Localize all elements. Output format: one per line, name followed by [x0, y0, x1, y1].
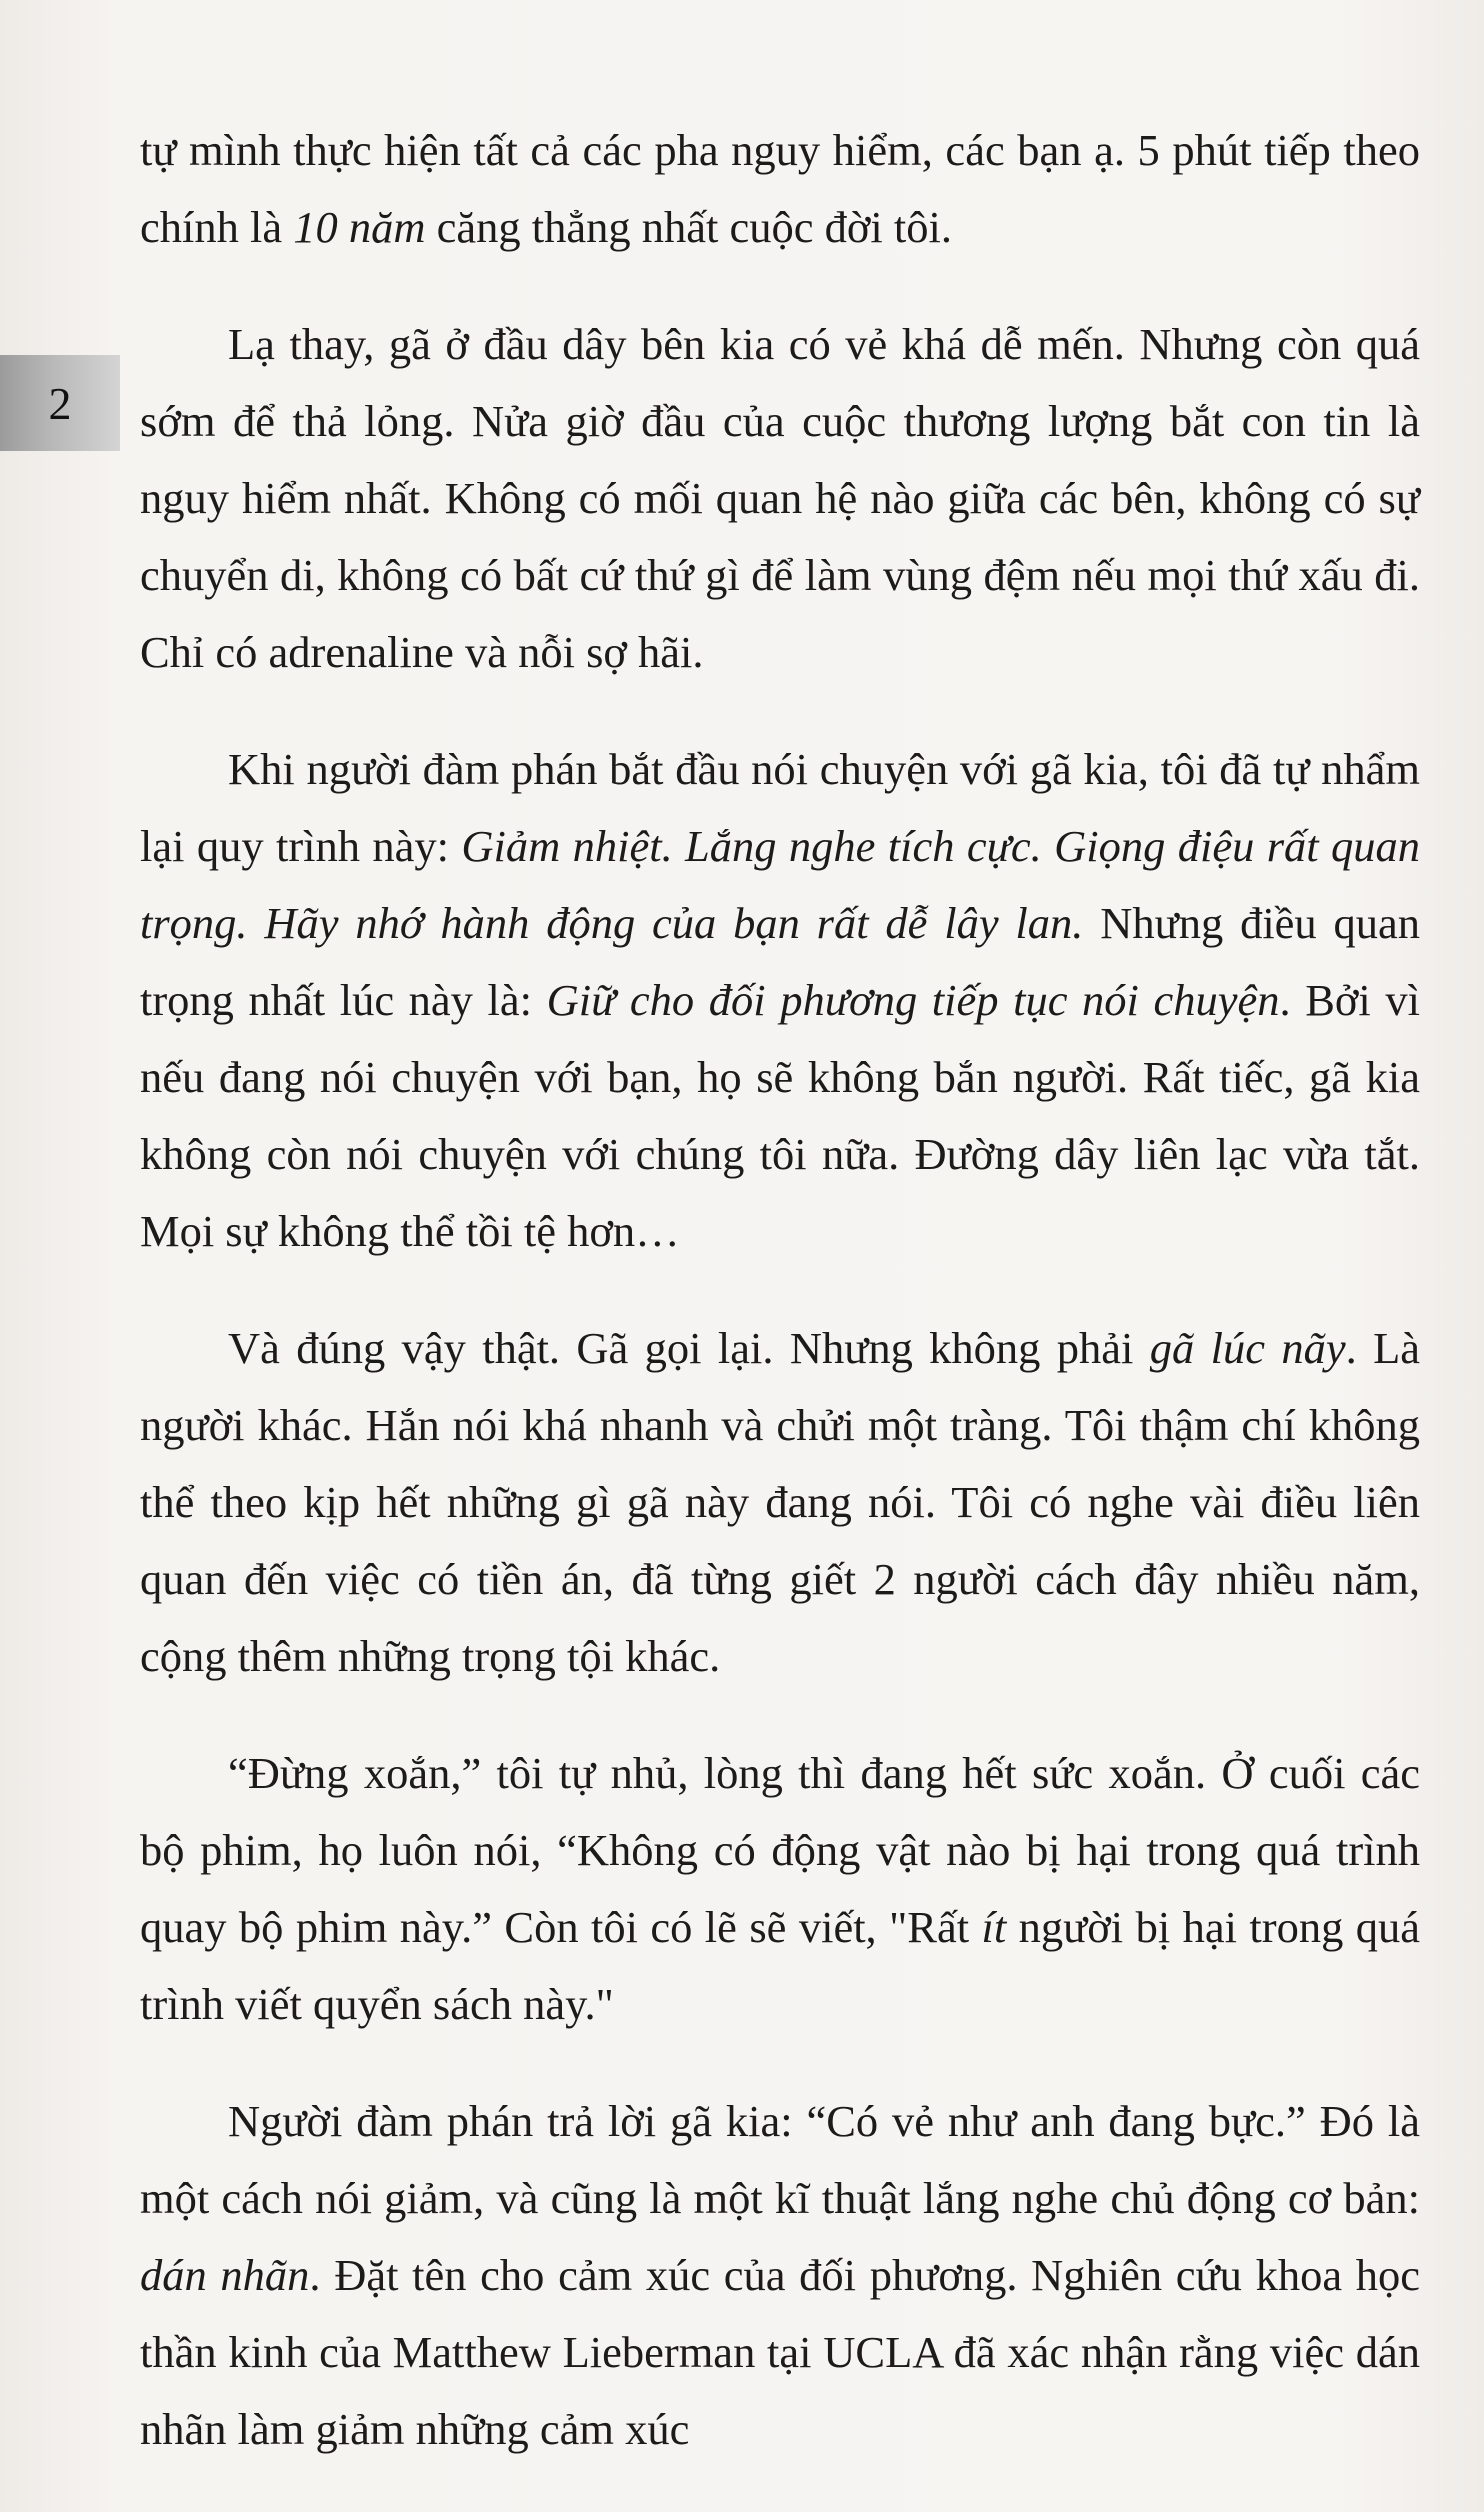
text-run: Khi người đàm phán bắt đầu nói chuyện với gã kia, tôi đã tự nhẩm lại quy trình này: — [140, 744, 1420, 871]
text-run: Và đúng vậy thật. Gã gọi lại. Nhưng không phải — [228, 1323, 1150, 1373]
text-run: người bị hại trong quá trình viết quyển sách này." — [140, 1902, 1420, 2029]
paragraph — [140, 731, 1420, 1270]
text-run: “Đừng xoắn,” tôi tự nhủ, lòng thì đang hết sức xoắn. Ở cuối các bộ phim, họ luôn nói, “Không có động vật nào bị hại trong quá trình quay bộ phim này.” Còn tôi có lẽ sẽ viết, "Rất — [140, 1748, 1420, 1952]
paragraph — [140, 1735, 1420, 2043]
body-text — [140, 112, 1420, 2468]
text-run: Người đàm phán trả lời gã kia: “Có vẻ như anh đang bực.” Đó là một cách nói giảm, và cũng là một kĩ thuật lắng nghe chủ động cơ bản: — [140, 2096, 1420, 2223]
paragraph — [140, 2083, 1420, 2468]
text-run: . Bởi vì nếu đang nói chuyện với bạn, họ sẽ không bắn người. Rất tiếc, gã kia không còn nói chuyện với chúng tôi nữa. Đường dây liên lạc vừa tắt. Mọi sự không thể tồi tệ hơn… — [140, 975, 1420, 1256]
italic-text: Giảm nhiệt. Lắng nghe tích cực. Giọng điệu rất quan trọng. Hãy nhớ hành động của bạn rất dễ lây lan. — [140, 821, 1421, 948]
text-run: căng thẳng nhất cuộc đời tôi. — [425, 202, 952, 252]
paragraph — [140, 1310, 1420, 1695]
text-run: tự mình thực hiện tất cả các pha nguy hiểm, các bạn ạ. 5 phút tiếp theo chính là — [140, 125, 1420, 252]
italic-text: ít — [981, 1902, 1007, 1952]
italic-text: Giữ cho đối phương tiếp tục nói chuyện — [546, 975, 1280, 1025]
italic-text: 10 năm — [293, 202, 426, 252]
chapter-tab — [0, 355, 120, 451]
text-run: Nhưng điều quan trọng nhất lúc này là: — [140, 898, 1420, 1025]
text-run: Lạ thay, gã ở đầu dây bên kia có vẻ khá dễ mến. Nhưng còn quá sớm để thả lỏng. Nửa giờ đầu của cuộc thương lượng bắt con tin là nguy hiểm nhất. Không có mối quan hệ nào giữa các bên, không có sự chuyển di, không có bất cứ thứ gì để làm vùng đệm nếu mọi thứ xấu đi. Chỉ có adrenaline và nỗi sợ hãi. — [140, 319, 1420, 677]
text-run: . Là người khác. Hắn nói khá nhanh và chửi một tràng. Tôi thậm chí không thể theo kịp hết những gì gã này đang nói. Tôi có nghe vài điều liên quan đến việc có tiền án, đã từng giết 2 người cách đây nhiều năm, cộng thêm những trọng tội khác. — [140, 1323, 1421, 1681]
italic-text: dán nhãn — [140, 2250, 310, 2300]
paragraph — [140, 306, 1420, 691]
chapter-tab-number: 2 — [48, 377, 72, 429]
paragraph — [140, 112, 1420, 266]
text-run: . Đặt tên cho cảm xúc của đối phương. Nghiên cứu khoa học thần kinh của Matthew Lieberman tại UCLA đã xác nhận rằng việc dán nhãn làm giảm những cảm xúc — [140, 2250, 1421, 2454]
italic-text: gã lúc nãy — [1149, 1323, 1346, 1373]
